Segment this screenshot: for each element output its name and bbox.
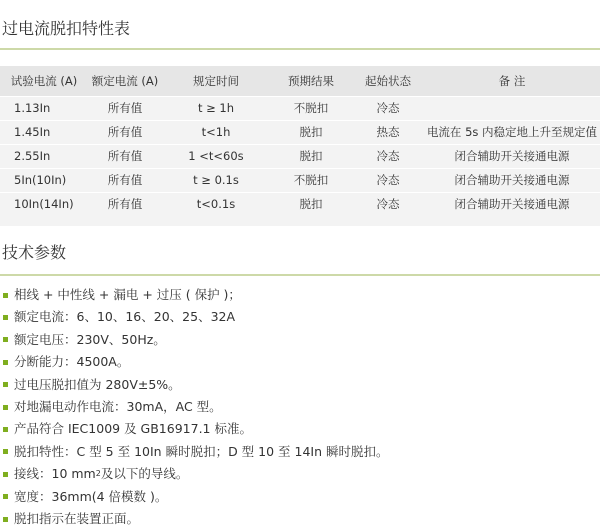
cell-expected-result: 脱扣 (270, 144, 352, 168)
bullet-icon (3, 427, 8, 432)
cell-expected-result: 脱扣 (270, 120, 352, 144)
cell-specified-time: 1 <t<60s (162, 144, 270, 168)
section-title-technical-parameters: 技术参数 (2, 243, 67, 262)
table-row (0, 96, 600, 120)
spec-text: 额定电压：230V、50Hz。 (14, 331, 166, 347)
technical-parameters-list (3, 284, 388, 527)
header-initial-state: 起始状态 (352, 66, 424, 96)
spec-text-tail: 及以下的导线。 (100, 466, 189, 482)
cell-initial-state: 冷态 (352, 168, 424, 192)
cell-rated-current: 所有值 (88, 168, 162, 192)
list-item (3, 396, 388, 418)
cell-test-current: 1.45In (0, 120, 88, 144)
spec-text: 额定电流：6、10、16、20、25、32A (14, 309, 236, 325)
cell-expected-result: 脱扣 (270, 192, 352, 216)
header-rated-current: 额定电流 (A) (88, 66, 162, 96)
section-divider (0, 48, 600, 50)
spec-text: 对地漏电动作电流：30mA，AC 型。 (14, 398, 222, 414)
spec-text: 产品符合 IEC1009 及 GB16917.1 标准。 (14, 421, 252, 437)
spec-text: 接线：10 mm (14, 466, 96, 482)
section-divider (0, 274, 600, 276)
cell-test-current: 2.55In (0, 144, 88, 168)
trip-characteristics-table (0, 66, 600, 216)
header-expected-result: 预期结果 (270, 66, 352, 96)
cell-expected-result: 不脱扣 (270, 168, 352, 192)
table-row (0, 192, 600, 216)
spec-text: 相线 + 中性线 + 漏电 + 过压 ( 保护 )； (14, 287, 241, 302)
trip-characteristics-table-container (0, 66, 600, 226)
list-item: 接线：10 mm 2 及以下的导线。 (3, 463, 388, 485)
table-row (0, 168, 600, 192)
bullet-icon (3, 405, 8, 410)
list-item (3, 418, 388, 440)
cell-remarks: 闭合辅助开关接通电源 (424, 168, 600, 192)
bullet-icon (3, 293, 8, 298)
cell-rated-current: 所有值 (88, 96, 162, 120)
bullet-icon (3, 517, 8, 522)
list-item (3, 329, 388, 351)
cell-test-current: 5In(10In) (0, 168, 88, 192)
bullet-icon (3, 494, 8, 499)
list-item (3, 306, 388, 328)
bullet-icon (3, 315, 8, 320)
list-item (3, 508, 388, 527)
bullet-icon (3, 337, 8, 342)
cell-remarks: 闭合辅助开关接通电源 (424, 192, 600, 216)
section-title-trip-characteristics: 过电流脱扣特性表 (2, 19, 131, 38)
bullet-icon (3, 360, 8, 365)
table-row (0, 120, 600, 144)
cell-specified-time: t<1h (162, 120, 270, 144)
cell-initial-state: 冷态 (352, 144, 424, 168)
cell-specified-time: t<0.1s (162, 192, 270, 216)
cell-remarks (424, 96, 600, 120)
table-header-row (0, 66, 600, 96)
list-item (3, 374, 388, 396)
spec-text: 分断能力：4500A。 (14, 354, 130, 370)
list-item (3, 486, 388, 508)
cell-rated-current: 所有值 (88, 120, 162, 144)
spec-text: 宽度：36mm(4 倍模数 )。 (14, 488, 168, 504)
cell-specified-time: t ≥ 1h (162, 96, 270, 120)
spec-text: 脱扣特性：C 型 5 至 10In 瞬时脱扣；D 型 10 至 14In 瞬时脱扣。 (14, 443, 389, 459)
cell-rated-current: 所有值 (88, 144, 162, 168)
cell-initial-state: 冷态 (352, 96, 424, 120)
spec-text: 脱扣指示在装置正面。 (14, 510, 140, 526)
bullet-icon (3, 449, 8, 454)
spec-text: 过电压脱扣值为 280V±5%。 (14, 376, 181, 392)
header-remarks: 备 注 (424, 66, 600, 96)
cell-test-current: 1.13In (0, 96, 88, 120)
header-test-current: 试验电流 (A) (0, 66, 88, 96)
table-row (0, 144, 600, 168)
list-item (3, 284, 388, 306)
cell-specified-time: t ≥ 0.1s (162, 168, 270, 192)
cell-test-current: 10In(14In) (0, 192, 88, 216)
list-item (3, 441, 388, 463)
cell-expected-result: 不脱扣 (270, 96, 352, 120)
cell-rated-current: 所有值 (88, 192, 162, 216)
cell-initial-state: 冷态 (352, 192, 424, 216)
list-item (3, 351, 388, 373)
cell-remarks: 电流在 5s 内稳定地上升至规定值 (424, 120, 600, 144)
cell-remarks: 闭合辅助开关接通电源 (424, 144, 600, 168)
bullet-icon (3, 472, 8, 477)
bullet-icon (3, 382, 8, 387)
cell-initial-state: 热态 (352, 120, 424, 144)
header-specified-time: 规定时间 (162, 66, 270, 96)
